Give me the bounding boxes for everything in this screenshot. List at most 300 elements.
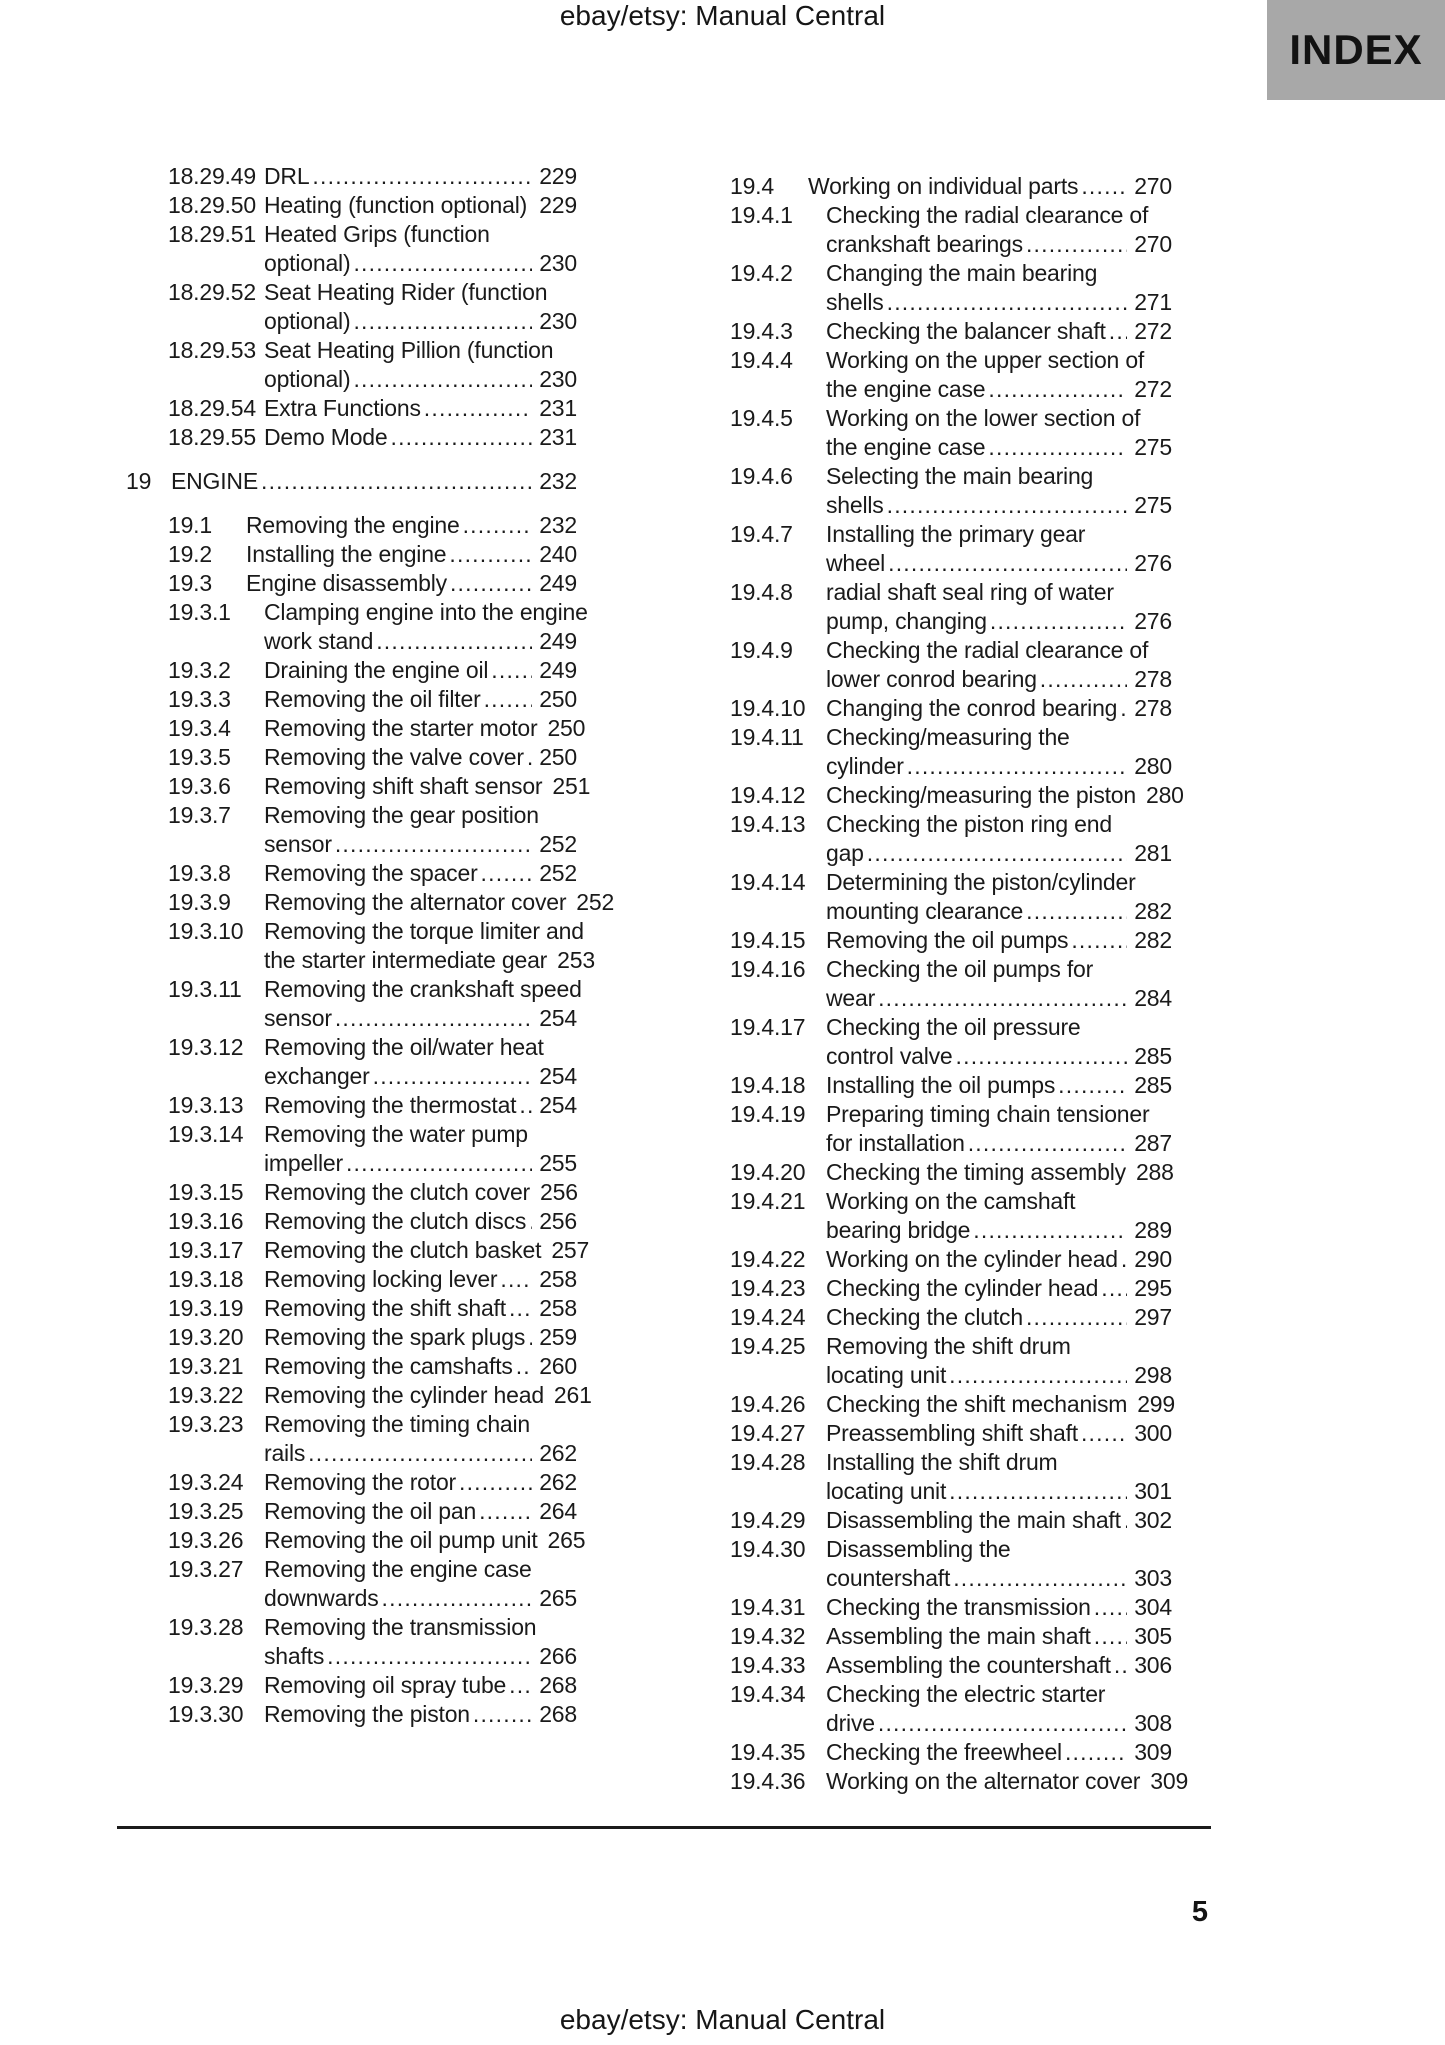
toc-entry-page: 249	[539, 570, 577, 596]
toc-entry-page: 304	[1134, 1594, 1172, 1620]
toc-entry-title: Determining the piston/cylinder	[826, 869, 1136, 895]
toc-entry-page: 257	[551, 1237, 590, 1263]
toc-entry	[168, 1120, 577, 1178]
toc-entry	[730, 317, 1172, 346]
toc-entry	[730, 926, 1172, 955]
toc-entry-body	[264, 1265, 577, 1294]
dot-leader	[1026, 230, 1127, 259]
toc-entry-page: 268	[539, 1672, 577, 1698]
toc-entry-number: 19.4.28	[730, 1449, 806, 1475]
toc-entry-body	[826, 1738, 1172, 1767]
toc-entry	[168, 685, 577, 714]
toc-entry-title: Changing the conrod bearing	[826, 695, 1118, 721]
toc-entry-last-line	[826, 1651, 1172, 1680]
toc-entry-body	[264, 423, 577, 452]
dot-leader	[1101, 1274, 1127, 1303]
toc-entry-number: 19.3.12	[168, 1034, 244, 1060]
dot-leader	[1124, 1506, 1127, 1535]
dot-leader	[956, 1042, 1128, 1071]
toc-entry-number: 19.4.33	[730, 1652, 806, 1678]
toc-entry-last-line	[264, 1236, 590, 1265]
toc-entry-body	[264, 1671, 577, 1700]
toc-entry	[168, 1381, 592, 1410]
toc-entry	[730, 723, 1172, 781]
toc-entry	[168, 162, 577, 191]
toc-entry-title-continuation: cylinder	[826, 753, 904, 779]
toc-entry-body	[264, 1091, 577, 1120]
toc-entry-last-line	[264, 423, 577, 452]
toc-entry-number: 19.4	[730, 173, 774, 199]
toc-entry-page: 256	[540, 1179, 578, 1205]
toc-entry-page: 290	[1134, 1246, 1172, 1272]
toc-entry-title: Removing the water pump	[264, 1121, 528, 1147]
dot-leader	[988, 375, 1127, 404]
toc-entry-title: Disassembling the main shaft	[826, 1507, 1121, 1533]
toc-entry-body	[264, 685, 577, 714]
dot-leader	[1065, 1738, 1127, 1767]
toc-entry-body	[826, 955, 1172, 1013]
toc-entry-last-line	[826, 1303, 1172, 1332]
toc-entry-title: Removing the oil pump unit	[264, 1527, 538, 1553]
toc-entry-number: 19.4.13	[730, 811, 806, 837]
toc-entry-last-line	[264, 1584, 577, 1613]
dot-leader	[376, 627, 532, 656]
dot-leader	[953, 1564, 1127, 1593]
toc-entry-last-line	[264, 365, 577, 394]
toc-entry-title-continuation: sensor	[264, 831, 332, 857]
toc-entry-page: 272	[1134, 318, 1172, 344]
toc-entry-body	[264, 1294, 577, 1323]
toc-entry-title: Assembling the countershaft	[826, 1652, 1111, 1678]
toc-entry	[168, 1410, 577, 1468]
toc-entry-title-continuation: pump, changing	[826, 608, 987, 634]
toc-entry	[168, 1555, 577, 1613]
toc-entry-body	[826, 926, 1172, 955]
toc-entry-body	[264, 278, 577, 336]
toc-entry-title: Checking the timing assembly	[826, 1159, 1126, 1185]
toc-entry	[168, 743, 577, 772]
dot-leader	[509, 1671, 532, 1700]
toc-entry-body	[264, 1468, 577, 1497]
toc-entry-body	[826, 1332, 1172, 1390]
toc-entry-body	[264, 1033, 577, 1091]
dot-leader	[353, 365, 532, 394]
toc-entry-title: Checking the oil pumps for	[826, 956, 1094, 982]
toc-entry-body	[826, 1419, 1172, 1448]
toc-entry-number: 19.3.24	[168, 1469, 244, 1495]
toc-entry-title: Removing the valve cover	[264, 744, 524, 770]
toc-entry	[168, 1207, 577, 1236]
toc-entry-body	[826, 723, 1172, 781]
toc-entry-title: Heated Grips (function	[264, 221, 490, 247]
toc-entry-body	[826, 1100, 1172, 1158]
toc-entry-body	[826, 1680, 1172, 1738]
toc-entry	[168, 801, 577, 859]
toc-entry-number: 19.4.36	[730, 1768, 806, 1794]
toc-entry-last-line	[826, 288, 1172, 317]
toc-entry-title: Seat Heating Rider (function	[264, 279, 548, 305]
toc-entry-body	[264, 1236, 590, 1265]
toc-entry	[730, 1767, 1189, 1796]
toc-entry-page: 276	[1134, 608, 1172, 634]
toc-entry-body	[264, 1178, 577, 1207]
toc-entry-title: Checking the piston ring end	[826, 811, 1112, 837]
toc-entry	[730, 1651, 1172, 1680]
toc-entry-number: 19.3.17	[168, 1237, 244, 1263]
toc-entry-number: 19.3.3	[168, 686, 231, 712]
toc-entry-page: 281	[1134, 840, 1172, 866]
toc-entry-body	[264, 191, 577, 220]
toc-entry-title-continuation: crankshaft bearings	[826, 231, 1023, 257]
toc-entry-number: 18.29.52	[168, 279, 256, 305]
toc-entry-last-line	[264, 656, 577, 685]
toc-entry-number: 19.3.18	[168, 1266, 244, 1292]
toc-entry-last-line	[264, 1149, 577, 1178]
dot-leader	[463, 511, 533, 540]
toc-entry-title: Removing the shift shaft	[264, 1295, 506, 1321]
toc-entry-title: Installing the shift drum	[826, 1449, 1058, 1475]
dot-leader	[888, 549, 1127, 578]
toc-entry-number: 19.3.10	[168, 918, 244, 944]
toc-entry-last-line	[264, 946, 595, 975]
toc-entry	[730, 1680, 1172, 1738]
toc-entry-page: 280	[1134, 753, 1172, 779]
toc-entry	[730, 810, 1172, 868]
toc-entry-page: 268	[539, 1701, 577, 1727]
toc-entry-number: 19.3.29	[168, 1672, 244, 1698]
toc-entry-body	[826, 1767, 1189, 1796]
toc-entry-number: 19.4.23	[730, 1275, 806, 1301]
toc-entry-number: 19.4.11	[730, 724, 804, 750]
toc-entry-number: 19.3.8	[168, 860, 231, 886]
toc-entry	[730, 1448, 1172, 1506]
toc-entry	[168, 714, 586, 743]
toc-entry-body	[826, 1535, 1172, 1593]
toc-entry-page: 265	[539, 1585, 577, 1611]
dot-leader	[353, 249, 532, 278]
toc-entry-title: Removing the piston	[264, 1701, 470, 1727]
toc-entry-title: Removing the clutch basket	[264, 1237, 542, 1263]
toc-entry-title: Working on the upper section of	[826, 347, 1145, 373]
toc-entry-title: Working on the camshaft	[826, 1188, 1076, 1214]
toc-entry-number: 19.4.21	[730, 1188, 806, 1214]
toc-entry-number: 19.4.1	[730, 202, 793, 228]
toc-entry-page: 300	[1134, 1420, 1172, 1446]
toc-entry-last-line	[826, 1767, 1189, 1796]
toc-entry	[730, 201, 1172, 259]
toc-entry-last-line	[826, 607, 1172, 636]
toc-entry	[168, 1352, 577, 1381]
toc-entry-title-continuation: the engine case	[826, 376, 986, 402]
toc-entry-title: Preassembling shift shaft	[826, 1420, 1078, 1446]
toc-entry-title: Removing the oil/water heat	[264, 1034, 544, 1060]
toc-entry	[168, 540, 577, 569]
toc-entry-number: 19.4.22	[730, 1246, 806, 1272]
toc-entry-title-continuation: work stand	[264, 628, 374, 654]
toc-entry-title: Checking/measuring the	[826, 724, 1070, 750]
toc-entry-last-line	[264, 1700, 577, 1729]
toc-entry-page: 230	[539, 250, 577, 276]
toc-entry	[168, 1323, 577, 1352]
toc-entry-last-line	[826, 1361, 1172, 1390]
toc-entry-title: Preparing timing chain tensioner	[826, 1101, 1150, 1127]
dot-leader	[353, 307, 532, 336]
toc-entry-body	[826, 1158, 1172, 1187]
toc-entry	[168, 1700, 577, 1729]
toc-entry-body	[246, 569, 577, 598]
toc-entry-title-continuation: sensor	[264, 1005, 332, 1031]
toc-entry-number: 19.3.4	[168, 715, 231, 741]
dot-leader	[1026, 897, 1127, 926]
toc-entry	[168, 1613, 577, 1671]
toc-entry-number: 19.3.16	[168, 1208, 244, 1234]
toc-entry-page: 301	[1134, 1478, 1172, 1504]
toc-entry-title-continuation: bearing bridge	[826, 1217, 971, 1243]
toc-entry-page: 254	[539, 1005, 577, 1031]
toc-entry-page: 276	[1134, 550, 1172, 576]
footer-page-number: 5	[1191, 1896, 1208, 1928]
toc-entry-number: 19.3.9	[168, 889, 231, 915]
toc-entry-last-line	[264, 888, 615, 917]
dot-leader	[907, 752, 1128, 781]
toc-entry-number: 19.4.18	[730, 1072, 806, 1098]
toc-entry-last-line	[264, 249, 577, 278]
toc-entry-number: 19.3.23	[168, 1411, 244, 1437]
toc-entry-number: 19.4.4	[730, 347, 793, 373]
toc-entry-last-line	[264, 1352, 577, 1381]
toc-entry	[730, 1535, 1172, 1593]
dot-leader	[261, 467, 532, 496]
toc-entry-last-line	[826, 1709, 1172, 1738]
toc-entry-page: 250	[539, 744, 577, 770]
toc-entry-last-line	[826, 694, 1172, 723]
toc-entry-number: 19.4.27	[730, 1420, 806, 1446]
toc-entry	[168, 1178, 577, 1207]
toc-entry-number: 19.3.30	[168, 1701, 244, 1727]
dot-leader	[1081, 1419, 1127, 1448]
toc-entry-number: 19.3.11	[168, 976, 242, 1002]
toc-entry-last-line	[826, 1390, 1175, 1419]
toc-entry-page: 287	[1134, 1130, 1172, 1156]
toc-entry	[730, 578, 1172, 636]
toc-entry-number: 19.3.13	[168, 1092, 244, 1118]
toc-entry-last-line	[264, 685, 577, 714]
toc-entry-page: 232	[539, 468, 577, 494]
toc-entry-page: 309	[1150, 1768, 1189, 1794]
toc-entry-last-line	[826, 665, 1172, 694]
dot-leader	[1120, 694, 1127, 723]
toc-entry	[730, 868, 1172, 926]
toc-entry-body	[808, 172, 1172, 201]
toc-entry-number: 19.4.29	[730, 1507, 806, 1533]
toc-entry	[730, 781, 1184, 810]
toc-entry-number: 19.3.6	[168, 773, 231, 799]
toc-entry-body	[264, 772, 591, 801]
toc-entry-body	[826, 1187, 1172, 1245]
dot-leader	[1058, 1071, 1127, 1100]
dot-leader	[479, 1497, 532, 1526]
toc-entry-number: 19.3.14	[168, 1121, 244, 1147]
toc-entry	[168, 917, 595, 975]
toc-entry-page: 309	[1134, 1739, 1172, 1765]
dot-leader	[373, 1062, 533, 1091]
toc-entry-page: 259	[539, 1324, 577, 1350]
toc-entry-page: 232	[539, 512, 577, 538]
toc-entry-last-line	[826, 1419, 1172, 1448]
toc-entry-title: Removing the engine case	[264, 1556, 532, 1582]
toc-entry-title: Removing the spark plugs	[264, 1324, 526, 1350]
dot-leader	[973, 1216, 1127, 1245]
toc-entry-last-line	[826, 1274, 1172, 1303]
toc-entry	[730, 694, 1172, 723]
toc-entry	[168, 278, 577, 336]
toc-entry-number: 19.3.21	[168, 1353, 244, 1379]
toc-entry-title: Checking/measuring the piston	[826, 782, 1136, 808]
toc-entry	[730, 1622, 1172, 1651]
toc-entry-page: 271	[1134, 289, 1172, 315]
toc-entry-title-continuation: for installation	[826, 1130, 965, 1156]
toc-entry-page: 306	[1134, 1652, 1172, 1678]
toc-entry-title-continuation: impeller	[264, 1150, 343, 1176]
toc-entry-body	[264, 859, 577, 888]
toc-entry-last-line	[264, 859, 577, 888]
toc-entry-last-line	[826, 1564, 1172, 1593]
toc-entry-title: Removing the camshafts	[264, 1353, 513, 1379]
toc-entry-number: 19.4.19	[730, 1101, 806, 1127]
toc-entry-page: 302	[1134, 1507, 1172, 1533]
toc-entry-page: 252	[539, 831, 577, 857]
dot-leader	[1026, 1303, 1127, 1332]
toc-entry-body	[826, 1303, 1172, 1332]
dot-leader	[887, 288, 1128, 317]
dot-leader	[484, 685, 533, 714]
toc-entry	[168, 191, 577, 220]
footer-rule	[117, 1826, 1211, 1829]
toc-entry-body	[264, 336, 577, 394]
toc-entry	[730, 1274, 1172, 1303]
toc-entry-title-continuation: gap	[826, 840, 864, 866]
index-tab-label: INDEX	[1289, 26, 1423, 73]
toc-entry-last-line	[264, 1062, 577, 1091]
toc-entry	[168, 656, 577, 685]
toc-entry-last-line	[826, 926, 1172, 955]
toc-entry-title: Draining the engine oil	[264, 657, 489, 683]
toc-entry-number: 19.3	[168, 570, 212, 596]
toc-entry	[730, 1419, 1172, 1448]
toc-entry-body	[246, 540, 577, 569]
toc-entry-page: 288	[1135, 1159, 1174, 1185]
toc-entry-body	[264, 1410, 577, 1468]
dot-leader	[382, 1584, 533, 1613]
toc-entry	[168, 772, 591, 801]
toc-entry-page: 278	[1134, 695, 1172, 721]
toc-entry-number: 19.4.15	[730, 927, 806, 953]
toc-entry-last-line	[264, 1439, 577, 1468]
toc-entry	[168, 1497, 577, 1526]
dot-leader	[500, 1265, 532, 1294]
toc-entry-last-line	[264, 1526, 586, 1555]
toc-entry-title-continuation: the engine case	[826, 434, 986, 460]
toc-entry-number: 19.4.31	[730, 1594, 806, 1620]
toc-entry-title: Installing the primary gear	[826, 521, 1086, 547]
toc-entry-number: 18.29.55	[168, 424, 256, 450]
toc-entry-title: Removing the thermostat	[264, 1092, 517, 1118]
dot-leader	[473, 1700, 532, 1729]
toc-entry	[730, 1332, 1172, 1390]
dot-leader	[988, 433, 1127, 462]
dot-leader	[1121, 1245, 1127, 1274]
toc-entry	[730, 1158, 1172, 1187]
dot-leader	[509, 1294, 532, 1323]
toc-entry	[168, 859, 577, 888]
toc-entry-title: Removing the timing chain	[264, 1411, 531, 1437]
toc-entry-last-line	[826, 1129, 1172, 1158]
toc-entry-page: 285	[1134, 1043, 1172, 1069]
toc-entry-body	[826, 1448, 1172, 1506]
toc-entry-page: 275	[1134, 434, 1172, 460]
toc-entry-body	[826, 1071, 1172, 1100]
toc-entry-title-continuation: shells	[826, 289, 884, 315]
toc-entry-last-line	[264, 162, 577, 191]
toc-entry-page: 254	[539, 1092, 577, 1118]
toc-entry-last-line	[264, 1178, 577, 1207]
toc-entry-page: 262	[539, 1469, 577, 1495]
toc-entry-page: 240	[539, 541, 577, 567]
toc-entry	[168, 1091, 577, 1120]
toc-entry-title: Seat Heating Pillion (function	[264, 337, 554, 363]
toc-entry-title: radial shaft seal ring of water	[826, 579, 1114, 605]
toc-entry-body	[264, 1526, 586, 1555]
toc-entry-body	[264, 1555, 577, 1613]
toc-entry-title: Removing the rotor	[264, 1469, 456, 1495]
toc-entry-page: 258	[539, 1266, 577, 1292]
toc-entry-title: Removing the crankshaft speed	[264, 976, 582, 1002]
toc-entry	[730, 1506, 1172, 1535]
dot-leader	[449, 540, 532, 569]
toc-entry-title-continuation: exchanger	[264, 1063, 370, 1089]
toc-entry-last-line	[826, 1622, 1172, 1651]
toc-entry-last-line	[246, 511, 577, 540]
toc-entry-last-line	[264, 714, 586, 743]
toc-entry-body	[264, 975, 582, 1033]
toc-entry-title: Removing locking lever	[264, 1266, 498, 1292]
toc-entry	[730, 1303, 1172, 1332]
dot-leader	[327, 1642, 532, 1671]
toc-entry-title: Checking the clutch	[826, 1304, 1023, 1330]
toc-entry-body	[826, 1274, 1172, 1303]
toc-entry-body	[826, 1622, 1172, 1651]
toc-entry-title: Engine disassembly	[246, 570, 447, 596]
toc-entry-title: Assembling the main shaft	[826, 1623, 1091, 1649]
toc-entry-title-continuation: rails	[264, 1440, 306, 1466]
toc-entry-last-line	[826, 317, 1172, 346]
toc-entry-last-line	[264, 1381, 592, 1410]
toc-entry-page: 261	[553, 1382, 592, 1408]
toc-entry-number: 19.4.7	[730, 521, 793, 547]
dot-leader	[949, 1361, 1127, 1390]
dot-leader	[459, 1468, 532, 1497]
toc-entry-body	[826, 520, 1172, 578]
toc-entry-last-line	[826, 491, 1172, 520]
toc-entry-body	[264, 917, 595, 975]
toc-entry-title-continuation: shells	[826, 492, 884, 518]
toc-entry	[168, 1526, 586, 1555]
toc-entry-body	[826, 636, 1172, 694]
toc-entry-title-continuation: wheel	[826, 550, 886, 576]
toc-entry-title-continuation: drive	[826, 1710, 875, 1736]
toc-entry-page: 308	[1134, 1710, 1172, 1736]
toc-entry-last-line	[826, 375, 1172, 404]
